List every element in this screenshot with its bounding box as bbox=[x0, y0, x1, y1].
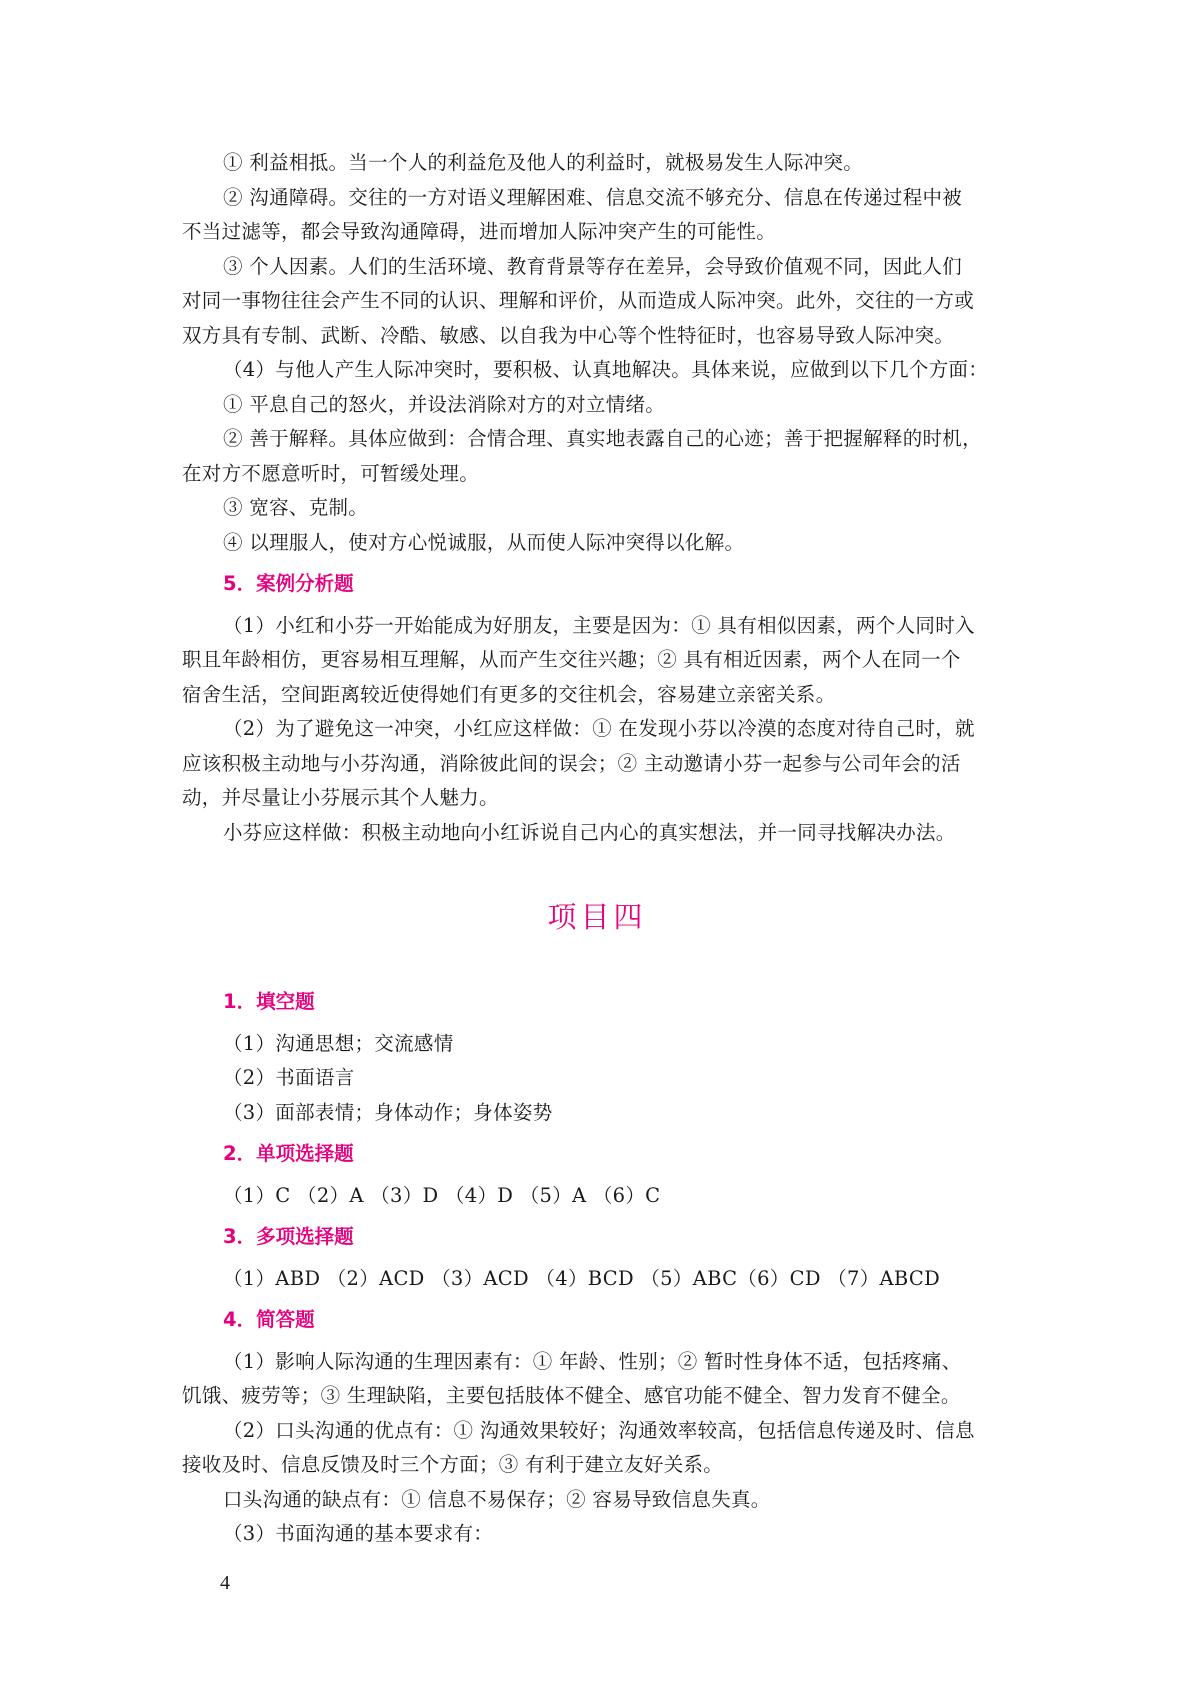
paragraph: （3）书面沟通的基本要求有： bbox=[223, 1522, 494, 1545]
answer-line: （3）面部表情；身体动作；身体姿势 bbox=[223, 1100, 553, 1124]
paragraph: ① 平息自己的怒火，并设法消除对方的对立情绪。 bbox=[223, 392, 666, 416]
paragraph: ③ 个人因素。人们的生活环境、教育背景等存在差异，会导致价值观不同，因此人们 bbox=[223, 254, 963, 278]
paragraph: （2）为了避免这一冲突，小红应这样做：① 在发现小芬以冷漠的态度对待自己时，就 bbox=[223, 717, 975, 740]
paragraph: ② 沟通障碍。交往的一方对语义理解困难、信息交流不够充分、信息在传递过程中被 bbox=[223, 185, 963, 209]
paragraph-continuation: 饥饿、疲劳等；③ 生理缺陷，主要包括肢体不健全、感官功能不健全、智力发育不健全。 bbox=[182, 1384, 961, 1407]
paragraph-continuation: 应该积极主动地与小芬沟通，消除彼此间的误会；② 主动邀请小芬一起参与公司年会的活 bbox=[182, 751, 961, 775]
section-heading-multiple-choice: 3．多项选择题 bbox=[223, 1225, 354, 1248]
paragraph: （4）与他人产生人际冲突时，要积极、认真地解决。具体来说，应做到以下几个方面： bbox=[223, 358, 989, 381]
answer-line: （1）C （2）A （3）D （4）D （5）A （6）C bbox=[223, 1183, 661, 1207]
section-heading-case-analysis: 5．案例分析题 bbox=[223, 572, 354, 595]
paragraph-continuation: 在对方不愿意听时，可暂缓处理。 bbox=[182, 461, 480, 485]
paragraph: （1）小红和小芬一开始能成为好朋友，主要是因为：① 具有相似因素，两个人同时入 bbox=[223, 613, 975, 637]
answer-line: （1）沟通思想；交流感情 bbox=[223, 1031, 454, 1055]
paragraph: （1）影响人际沟通的生理因素有：① 年龄、性别；② 暂时性身体不适，包括疼痛、 bbox=[223, 1349, 962, 1373]
paragraph: ② 善于解释。具体应做到：合情合理、真实地表露自己的心迹；善于把握解释的时机， bbox=[223, 427, 982, 450]
paragraph: 口头沟通的缺点有：① 信息不易保存；② 容易导致信息失真。 bbox=[223, 1487, 771, 1511]
page-number: 4 bbox=[220, 1572, 230, 1594]
paragraph: ④ 以理服人，使对方心悦诚服，从而使人际冲突得以化解。 bbox=[223, 530, 745, 554]
paragraph: ③ 宽容、克制。 bbox=[223, 496, 369, 519]
paragraph-continuation: 双方具有专制、武断、冷酷、敏感、以自我为中心等个性特征时，也容易导致人际冲突。 bbox=[182, 323, 955, 347]
paragraph: ① 利益相抵。当一个人的利益危及他人的利益时，就极易发生人际冲突。 bbox=[223, 151, 864, 174]
paragraph-continuation: 职且年龄相仿，更容易相互理解，从而产生交往兴趣；② 具有相近因素，两个人在同一个 bbox=[182, 648, 961, 671]
paragraph-continuation: 动，并尽量让小芬展示其个人魅力。 bbox=[182, 786, 499, 809]
paragraph: 小芬应这样做：积极主动地向小红诉说自己内心的真实想法，并一同寻找解决办法。 bbox=[223, 820, 956, 844]
paragraph-continuation: 接收及时、信息反馈及时三个方面；③ 有利于建立友好关系。 bbox=[182, 1453, 724, 1476]
paragraph: （2）口头沟通的优点有：① 沟通效果较好；沟通效率较高，包括信息传递及时、信息 bbox=[223, 1418, 975, 1442]
project-title: 项目四 bbox=[547, 900, 647, 934]
page-content bbox=[182, 146, 1012, 1552]
section-heading-single-choice: 2．单项选择题 bbox=[223, 1142, 354, 1165]
section-heading-short-answer: 4．简答题 bbox=[223, 1308, 315, 1331]
paragraph-continuation: 宿舍生活，空间距离较近使得她们有更多的交往机会，容易建立亲密关系。 bbox=[182, 682, 836, 706]
section-heading-fill-in: 1．填空题 bbox=[223, 990, 315, 1013]
answer-line: （1）ABD （2）ACD （3）ACD （4）BCD （5）ABC（6）CD （7）ABCD bbox=[223, 1266, 941, 1290]
paragraph-continuation: 不当过滤等，都会导致沟通障碍，进而增加人际冲突产生的可能性。 bbox=[182, 220, 777, 243]
answer-line: （2）书面语言 bbox=[223, 1066, 355, 1089]
paragraph-continuation: 对同一事物往往会产生不同的认识、理解和评价，从而造成人际冲突。此外，交往的一方或 bbox=[182, 289, 975, 312]
